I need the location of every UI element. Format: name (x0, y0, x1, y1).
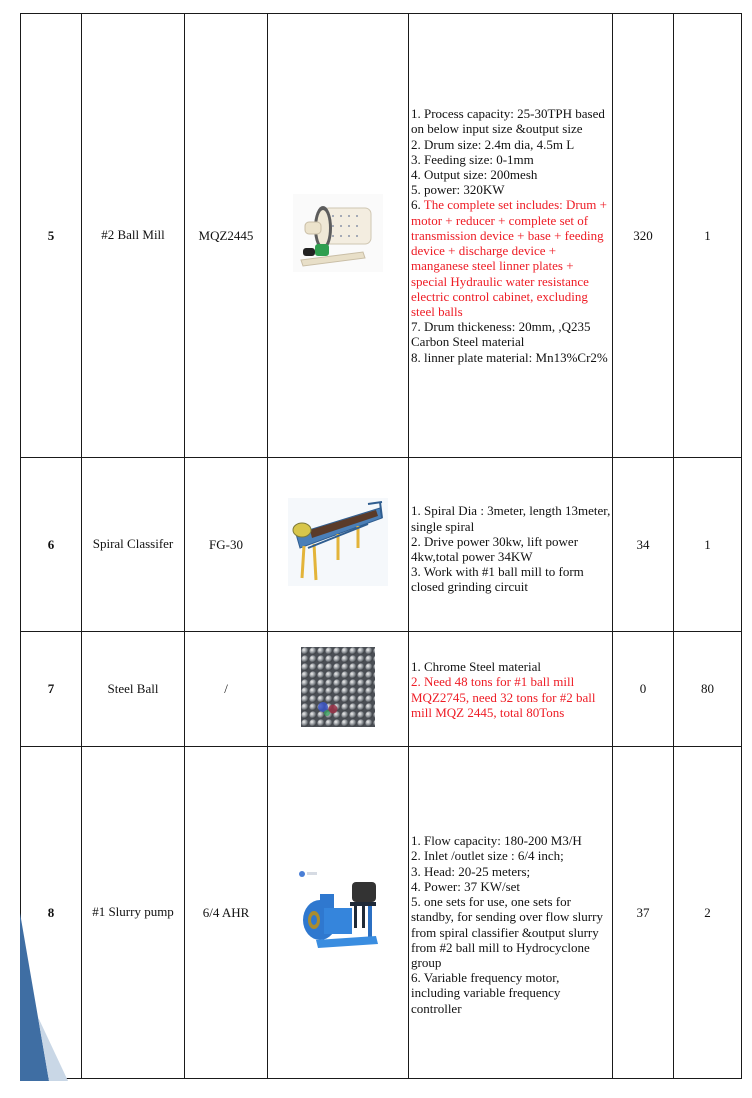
spec-line (411, 197, 611, 319)
spec-line: 5. power: 320KW (411, 182, 505, 198)
specification-cell (409, 458, 613, 632)
spec-line: 7. Drum thickeness: 20mm, ,Q235 Carbon Steel material (411, 319, 591, 350)
spec-line: 8. linner plate material: Mn13%Cr2% (411, 349, 608, 365)
specification-cell (409, 747, 613, 1079)
equipment-model: MQZ2445 (185, 14, 268, 458)
table-row (21, 458, 742, 632)
item-number: 5 (21, 14, 82, 458)
equipment-name: #2 Ball Mill (82, 14, 185, 458)
table-row (21, 14, 742, 458)
spec-line: 2. Drum size: 2.4m dia, 4.5m L (411, 136, 575, 152)
spec-line: 1. Chrome Steel material (411, 659, 541, 675)
spec-line: 1. Process capacity: 25-30TPH based on below input size &output size (411, 106, 605, 137)
equipment-model: / (185, 632, 268, 747)
item-number: 6 (21, 458, 82, 632)
spec-line: 2. Drive power 30kw, lift power 4kw,total power 34KW (411, 533, 579, 564)
spec-line: 3. Work with #1 ball mill to form closed grinding circuit (411, 564, 584, 595)
equipment-image-cell (268, 14, 409, 458)
equipment-image-cell (268, 632, 409, 747)
power-value: 320 (613, 14, 674, 458)
quantity-value: 1 (674, 458, 742, 632)
spiral-classifier-image (288, 498, 388, 586)
equipment-image-cell (268, 458, 409, 632)
equipment-name: Steel Ball (82, 632, 185, 747)
spec-line: 4. Power: 37 KW/set (411, 878, 521, 894)
power-value: 37 (613, 747, 674, 1079)
slurry-pump-image (296, 868, 380, 952)
spec-line: 3. Head: 20-25 meters; (411, 863, 531, 879)
table-row (21, 747, 742, 1079)
equipment-model: 6/4 AHR (185, 747, 268, 1079)
steel-balls-image (301, 647, 375, 727)
spec-prefix: 6. (411, 197, 424, 213)
specification-cell (409, 632, 613, 747)
item-number: 8 (21, 747, 82, 1079)
quantity-value: 80 (674, 632, 742, 747)
quantity-value: 1 (674, 14, 742, 458)
spec-line: 1. Spiral Dia : 3meter, length 13meter, single spiral (411, 503, 611, 534)
specification-cell (409, 14, 613, 458)
ball-mill-image (293, 194, 383, 272)
spec-line: 1. Flow capacity: 180-200 M3/H (411, 833, 582, 849)
spec-highlight: The complete set includes: Drum + motor + reducer + complete set of transmission device + base + feeding device + discharge device + manganese steel linner plates + special Hydraulic water resistance electric control cabinet, excluding steel balls (411, 197, 607, 319)
decorative-triangle (20, 913, 75, 1081)
spec-line: 4. Output size: 200mesh (411, 167, 538, 183)
equipment-model: FG-30 (185, 458, 268, 632)
spec-line: 5. one sets for use, one sets for standby, for sending over flow slurry from spiral classifier &output slurry from #2 ball mill to Hydrocyclone group (411, 894, 603, 970)
spec-line: 2. Inlet /outlet size : 6/4 inch; (411, 848, 564, 864)
power-value: 0 (613, 632, 674, 747)
quantity-value: 2 (674, 747, 742, 1079)
item-number: 7 (21, 632, 82, 747)
equipment-image-cell (268, 747, 409, 1079)
table-row (21, 632, 742, 747)
equipment-name: #1 Slurry pump (82, 747, 185, 1079)
equipment-name: Spiral Classifer (82, 458, 185, 632)
spec-line: 3. Feeding size: 0-1mm (411, 151, 534, 167)
spec-line: 2. Need 48 tons for #1 ball mill MQZ2745, need 32 tons for #2 ball mill MQZ 2445, total 80Tons (411, 674, 596, 720)
spec-line: 6. Variable frequency motor, including variable frequency controller (411, 970, 561, 1016)
equipment-table (20, 13, 742, 1079)
power-value: 34 (613, 458, 674, 632)
